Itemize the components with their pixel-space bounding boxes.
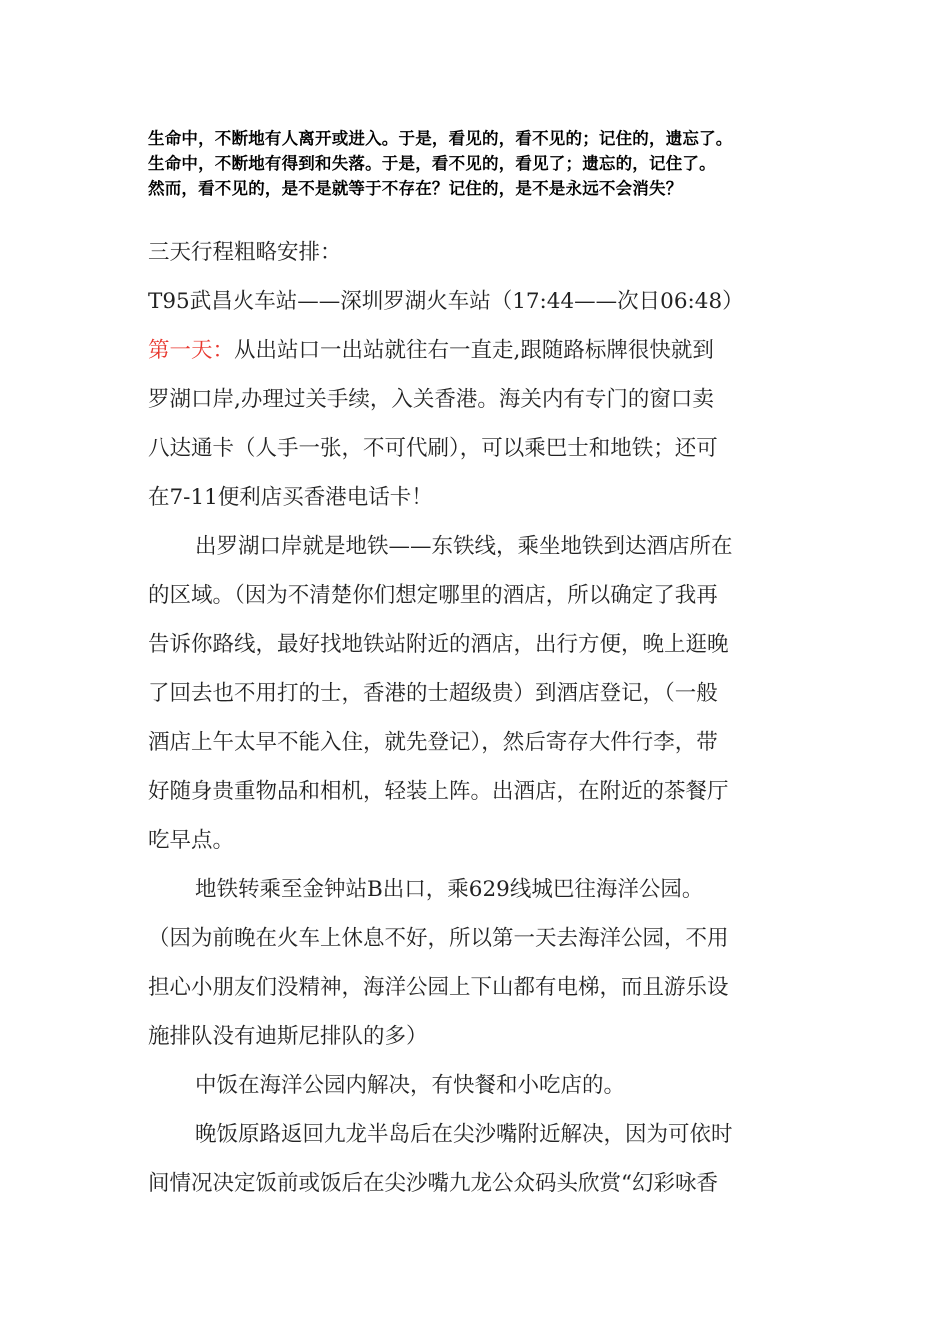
paragraph-line: 告诉你路线，最好找地铁站附近的酒店，出行方便，晚上逛晚 bbox=[148, 632, 729, 657]
paragraph-line: 施排队没有迪斯尼排队的多） bbox=[148, 1024, 428, 1049]
train-route: T95武昌火车站——深圳罗湖火车站（17:44——次日06:48） bbox=[148, 289, 744, 314]
paragraph-line: （因为前晚在火车上休息不好，所以第一天去海洋公园，不用 bbox=[148, 926, 729, 951]
paragraph-line: 间情况决定饭前或饭后在尖沙嘴九龙公众码头欣赏“幻彩咏香 bbox=[148, 1171, 718, 1196]
epigraph-quote bbox=[148, 126, 938, 201]
paragraph-line: 中饭在海洋公园内解决，有快餐和小吃店的。 bbox=[195, 1073, 626, 1098]
itinerary-body bbox=[148, 228, 808, 1208]
quote-line: 然而，看不见的，是不是就等于不存在？记住的，是不是永远不会消失？ bbox=[148, 179, 683, 198]
day1-label: 第一天： bbox=[148, 338, 235, 363]
quote-line: 生命中，不断地有得到和失落。于是，看不见的，看见了；遗忘的，记住了。 bbox=[148, 154, 716, 173]
day1-first-line-text: 从出站口一出站就往右一直走,跟随路标牌很快就到 bbox=[234, 338, 714, 363]
quote-line: 生命中，不断地有人离开或进入。于是，看见的，看不见的；记住的，遗忘了。 bbox=[148, 129, 733, 148]
paragraph-line: 地铁转乘至金钟站B出口，乘629线城巴往海洋公园。 bbox=[195, 877, 704, 902]
itinerary-heading: 三天行程粗略安排： bbox=[148, 240, 342, 265]
day1-first-line bbox=[148, 326, 808, 375]
paragraph-line: 酒店上午太早不能入住，就先登记），然后寄存大件行李，带 bbox=[148, 730, 718, 755]
paragraph-line: 在7-11便利店买香港电话卡！ bbox=[148, 485, 433, 510]
paragraph-line: 的区域。（因为不清楚你们想定哪里的酒店，所以确定了我再 bbox=[148, 583, 718, 608]
paragraph-line: 担心小朋友们没精神，海洋公园上下山都有电梯，而且游乐设 bbox=[148, 975, 729, 1000]
paragraph-line: 出罗湖口岸就是地铁——东铁线，乘坐地铁到达酒店所在 bbox=[195, 534, 733, 559]
paragraph-line: 吃早点。 bbox=[148, 828, 235, 853]
paragraph-line: 了回去也不用打的士，香港的士超级贵）到酒店登记，（一般 bbox=[148, 681, 718, 706]
paragraph-line: 罗湖口岸,办理过关手续，入关香港。海关内有专门的窗口卖 bbox=[148, 387, 714, 412]
paragraph-line: 晚饭原路返回九龙半岛后在尖沙嘴附近解决，因为可依时 bbox=[195, 1122, 733, 1147]
paragraph-line: 好随身贵重物品和相机，轻装上阵。出酒店，在附近的茶餐厅 bbox=[148, 779, 729, 804]
paragraph-line: 八达通卡（人手一张，不可代刷），可以乘巴士和地铁；还可 bbox=[148, 436, 718, 461]
